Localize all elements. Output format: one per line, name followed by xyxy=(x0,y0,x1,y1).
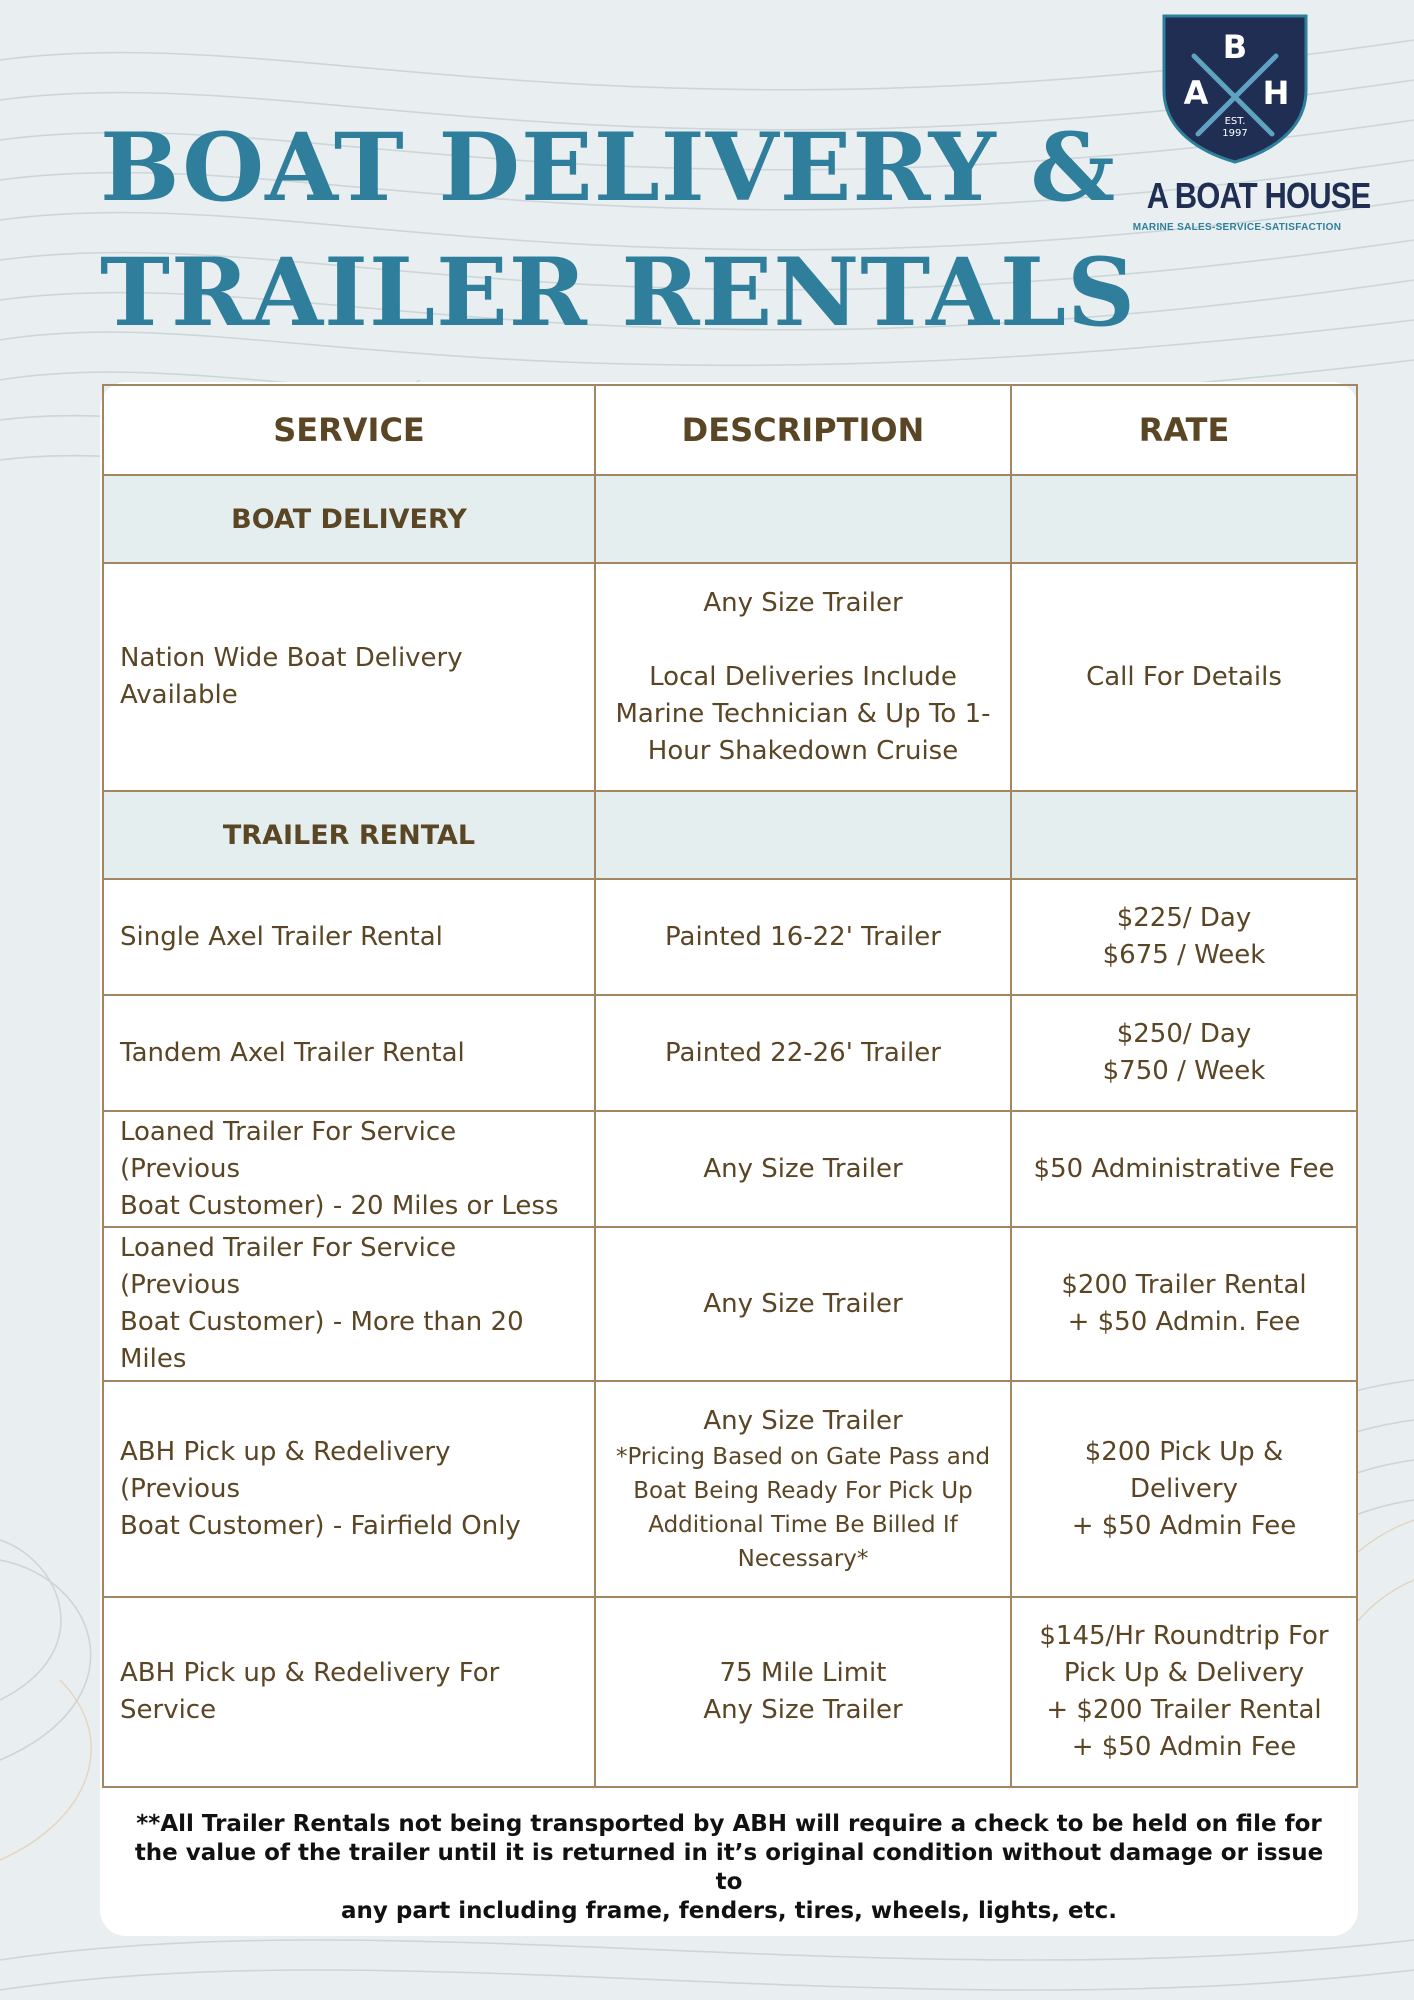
description-line: 75 Mile Limit xyxy=(719,1658,887,1688)
section-empty-cell xyxy=(595,791,1011,879)
description-cell: Painted 16-22' Trailer xyxy=(595,879,1011,995)
service-cell xyxy=(103,1111,595,1227)
logo-letter-b: B xyxy=(1222,28,1248,66)
service-cell: Tandem Axel Trailer Rental xyxy=(103,995,595,1111)
table-row xyxy=(103,879,1357,995)
rate-cell xyxy=(1011,1227,1357,1381)
rate-line: $675 / Week xyxy=(1102,940,1266,970)
footnote-line: the value of the trailer until it is returned in it’s original condition without damage or issue to xyxy=(134,1840,1324,1895)
table-header-row xyxy=(103,385,1357,475)
rate-line: $225/ Day xyxy=(1116,903,1252,933)
description-line: Hour Shakedown Cruise xyxy=(647,735,959,766)
rate-cell: Call For Details xyxy=(1011,563,1357,791)
logo-est: EST. xyxy=(1224,116,1246,127)
service-line: ABH Pick up & Redelivery For xyxy=(120,1658,500,1688)
rate-line: $250/ Day xyxy=(1116,1019,1252,1049)
table-row xyxy=(103,1227,1357,1381)
section-label: BOAT DELIVERY xyxy=(103,475,595,563)
section-row-trailer-rental xyxy=(103,791,1357,879)
table-row xyxy=(103,563,1357,791)
description-line: Local Deliveries Include xyxy=(649,661,957,692)
description-line: Any Size Trailer xyxy=(703,1695,903,1725)
rate-line: $750 / Week xyxy=(1102,1056,1266,1086)
page-title xyxy=(100,106,1136,356)
description-cell xyxy=(595,563,1011,791)
table-row xyxy=(103,1111,1357,1227)
service-cell xyxy=(103,1227,595,1381)
service-cell: Nation Wide Boat Delivery Available xyxy=(103,563,595,791)
logo-tagline: MARINE SALES-SERVICE-SATISFACTION xyxy=(1132,222,1342,233)
header-rate: RATE xyxy=(1011,385,1357,475)
title-line-1: BOAT DELIVERY & xyxy=(100,113,1117,223)
description-cell xyxy=(595,1381,1011,1597)
service-line: Boat Customer) - 20 Miles or Less xyxy=(120,1190,559,1221)
table-row xyxy=(103,995,1357,1111)
logo-letter-h: H xyxy=(1262,74,1290,112)
rate-cell xyxy=(1011,995,1357,1111)
rate-cell xyxy=(1011,1597,1357,1787)
header-description: DESCRIPTION xyxy=(595,385,1011,475)
rate-line: + $50 Admin Fee xyxy=(1071,1732,1297,1762)
abh-logo xyxy=(1132,12,1371,233)
rate-line: + $200 Trailer Rental xyxy=(1046,1695,1322,1725)
header-service: SERVICE xyxy=(103,385,595,475)
service-line: Service xyxy=(120,1695,217,1725)
shield-crest-icon xyxy=(1160,12,1310,164)
rate-line: $200 Trailer Rental xyxy=(1061,1270,1307,1300)
rate-line: + $50 Admin. Fee xyxy=(1067,1307,1301,1337)
section-empty-cell xyxy=(595,475,1011,563)
rate-line: $200 Pick Up & Delivery xyxy=(1084,1436,1284,1504)
rate-cell: $50 Administrative Fee xyxy=(1011,1111,1357,1227)
description-cell: Painted 22-26' Trailer xyxy=(595,995,1011,1111)
rate-line: Pick Up & Delivery xyxy=(1063,1658,1305,1688)
table-row xyxy=(103,1381,1357,1597)
description-line: Additional Time Be Billed If xyxy=(648,1511,958,1538)
description-line: Any Size Trailer xyxy=(703,1405,903,1436)
service-line: Boat Customer) - More than 20 xyxy=(120,1307,524,1337)
rate-line: $145/Hr Roundtrip For xyxy=(1039,1621,1329,1651)
rate-cell xyxy=(1011,1381,1357,1597)
section-empty-cell xyxy=(1011,791,1357,879)
service-line: Miles xyxy=(120,1344,187,1374)
service-line: ABH Pick up & Redelivery (Previous xyxy=(120,1436,451,1504)
title-line-2: TRAILER RENTALS xyxy=(100,238,1136,348)
trailer-rental-footnote xyxy=(120,1810,1338,1926)
logo-year: 1997 xyxy=(1222,128,1248,139)
description-line: Boat Being Ready For Pick Up xyxy=(633,1477,973,1504)
description-cell: Any Size Trailer xyxy=(595,1227,1011,1381)
description-cell xyxy=(595,1597,1011,1787)
service-line: Loaned Trailer For Service (Previous xyxy=(120,1116,457,1184)
table-row xyxy=(103,1597,1357,1787)
logo-letter-a: A xyxy=(1183,74,1209,112)
service-line: Loaned Trailer For Service (Previous xyxy=(120,1233,457,1300)
footnote-line: **All Trailer Rentals not being transported by ABH will require a check to be held on file for xyxy=(136,1811,1322,1837)
service-cell xyxy=(103,1597,595,1787)
section-empty-cell xyxy=(1011,475,1357,563)
description-cell: Any Size Trailer xyxy=(595,1111,1011,1227)
rates-table xyxy=(102,384,1358,1788)
service-cell: Single Axel Trailer Rental xyxy=(103,879,595,995)
section-label: TRAILER RENTAL xyxy=(103,791,595,879)
service-line: Boat Customer) - Fairfield Only xyxy=(120,1510,521,1541)
rate-cell xyxy=(1011,879,1357,995)
footnote-line: any part including frame, fenders, tires, wheels, lights, etc. xyxy=(341,1898,1117,1924)
section-row-boat-delivery xyxy=(103,475,1357,563)
description-line: Necessary* xyxy=(737,1545,869,1572)
service-cell xyxy=(103,1381,595,1597)
description-line: Marine Technician & Up To 1- xyxy=(615,698,991,729)
description-line: Any Size Trailer xyxy=(703,587,903,618)
description-line: *Pricing Based on Gate Pass and xyxy=(615,1443,991,1470)
rate-line: + $50 Admin Fee xyxy=(1071,1510,1297,1541)
logo-name: A BOAT HOUSE xyxy=(1146,175,1371,216)
